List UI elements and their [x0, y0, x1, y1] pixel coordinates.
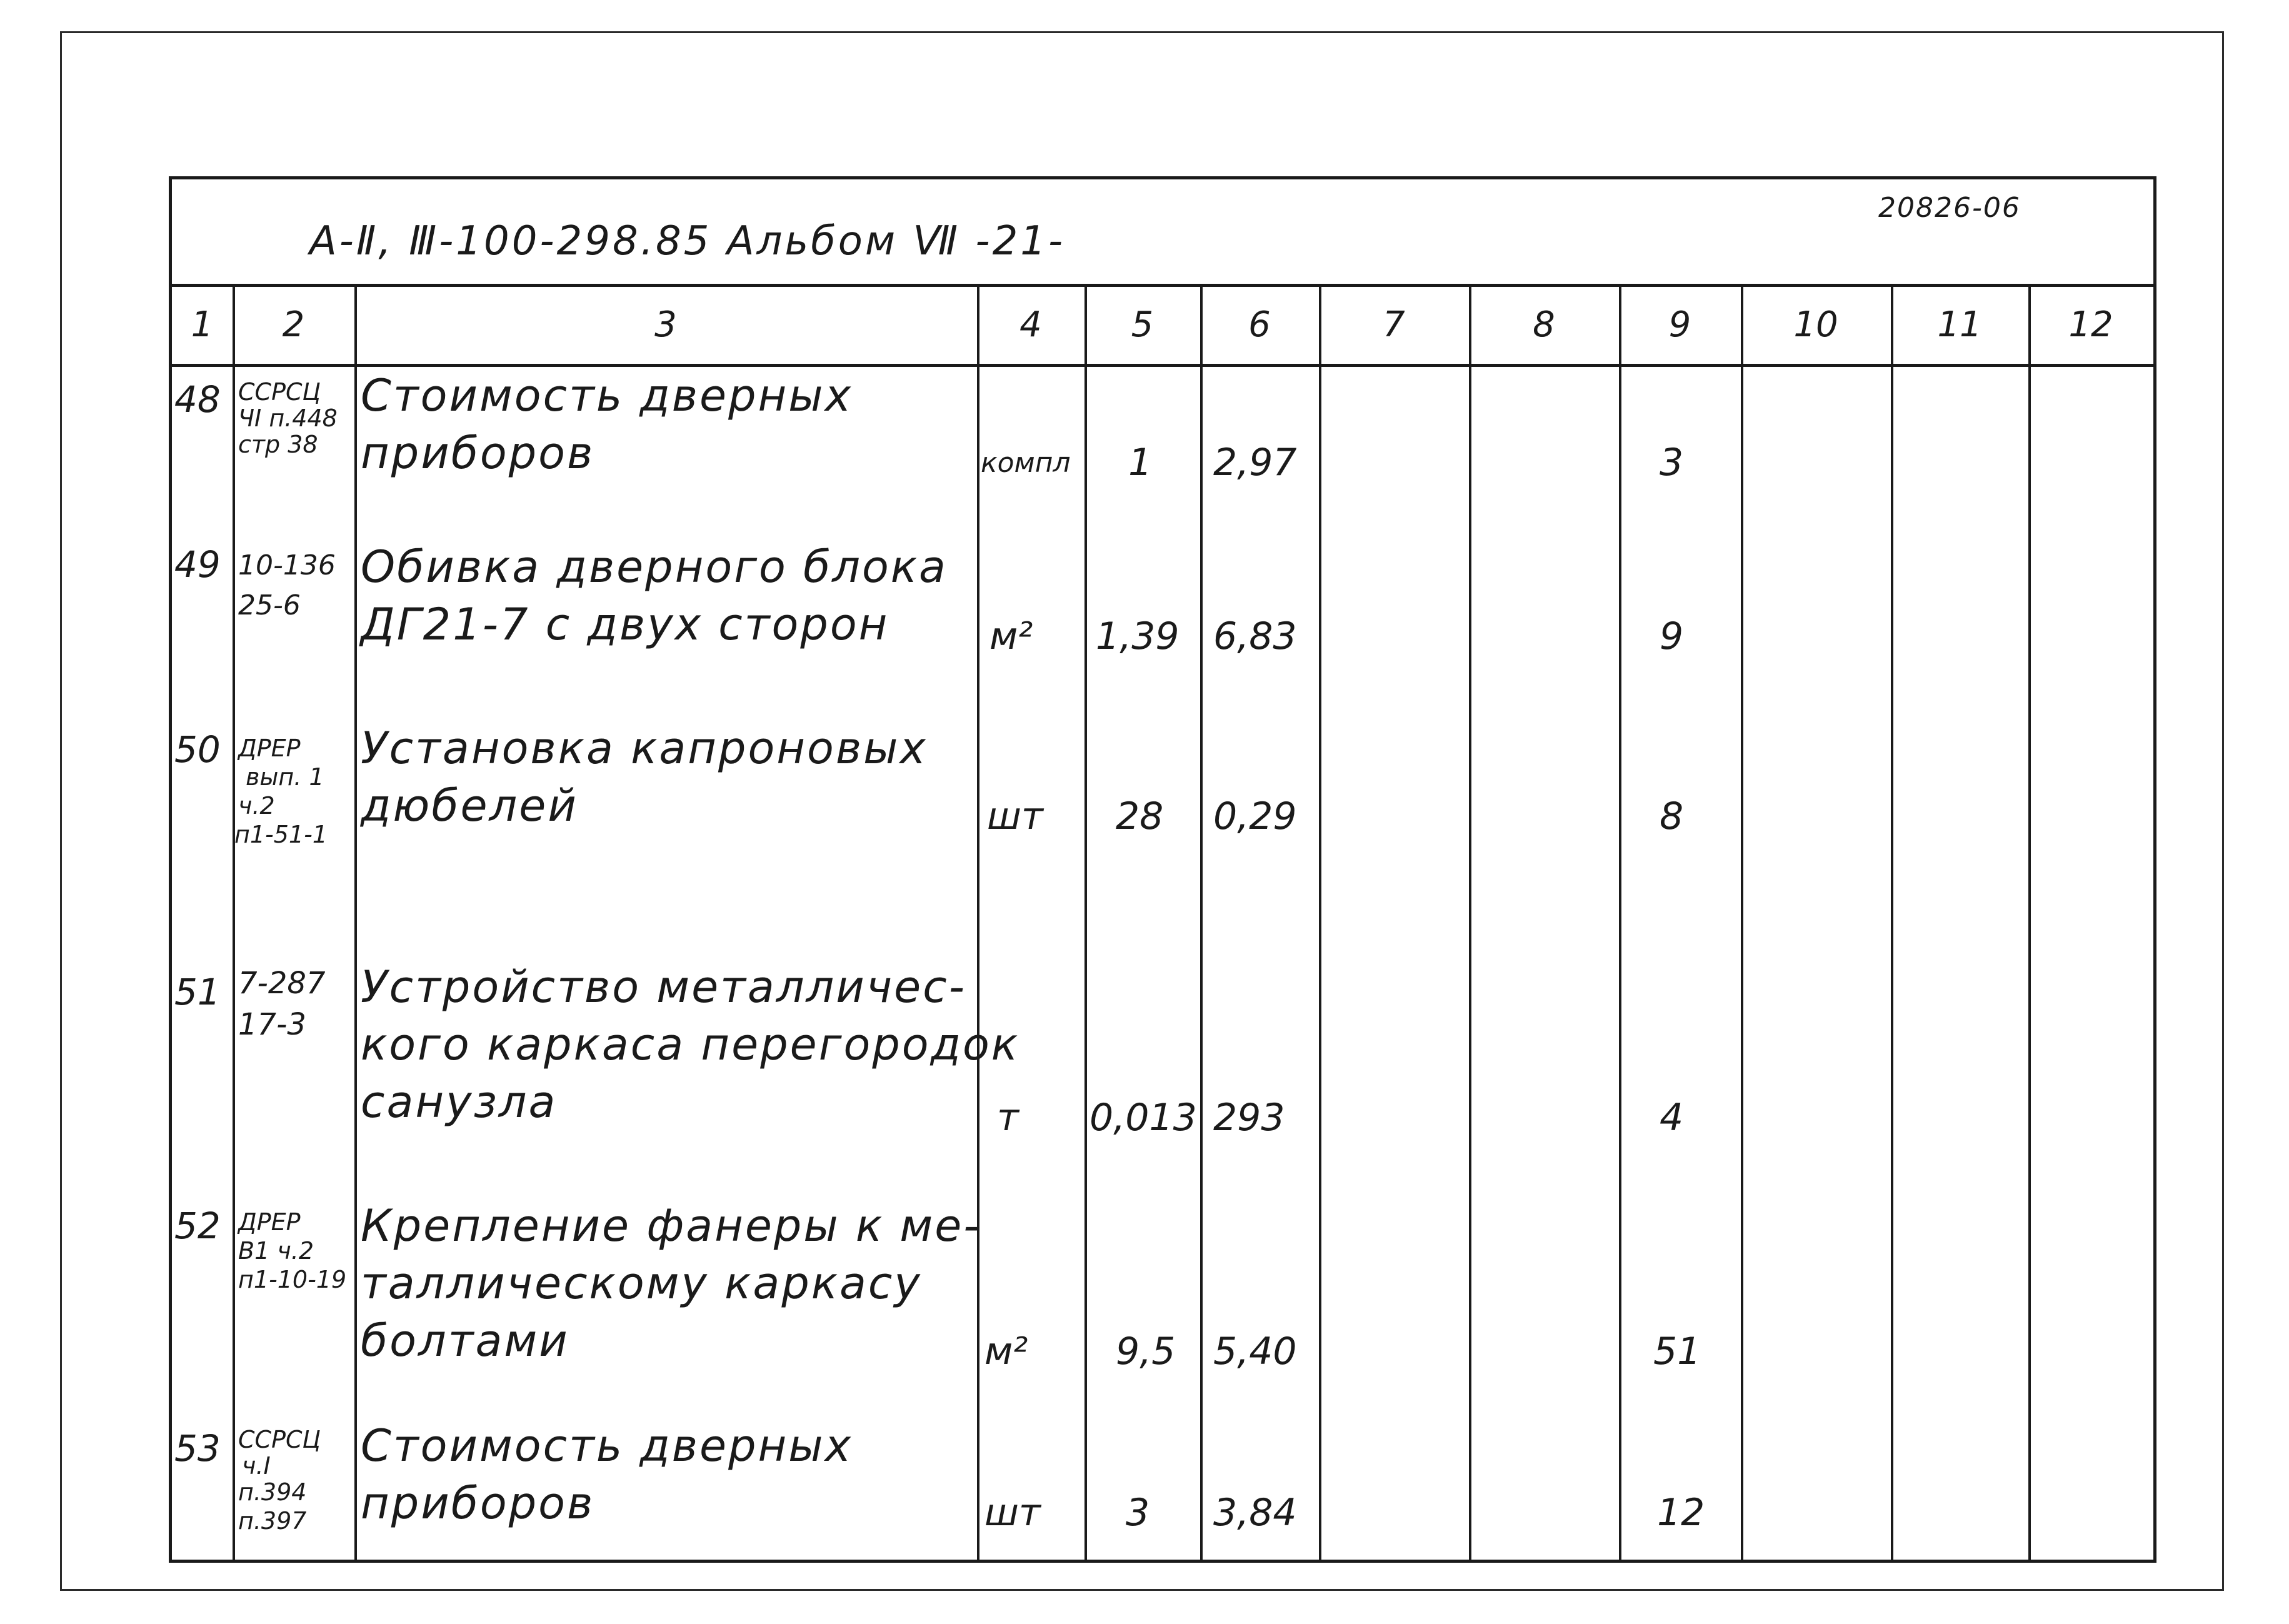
row-number: 50: [174, 728, 221, 771]
row-name-line: таллическому каркасу: [361, 1258, 922, 1309]
row-code-line: п.397: [238, 1507, 307, 1535]
row-code-line: ч.2: [238, 792, 275, 820]
column-divider: [354, 287, 357, 1560]
row-name-line: кого каркаса перегородок: [361, 1019, 1020, 1070]
row-number: 52: [174, 1205, 221, 1247]
row-code-line: ССРСЦ: [238, 378, 321, 406]
row-code-line: ч.І: [242, 1452, 271, 1480]
column-divider: [1200, 287, 1203, 1560]
row-unit: компл: [981, 447, 1071, 479]
row-code-line: 10-136: [238, 549, 336, 581]
row-code-line: ССРСЦ: [238, 1426, 321, 1453]
row-code-line: ДРЕР: [238, 734, 301, 762]
row-name-line: Устройство металличес-: [361, 961, 966, 1013]
column-number-10: 10: [1793, 304, 1838, 345]
column-divider: [1319, 287, 1321, 1560]
column-divider: [1891, 287, 1893, 1560]
column-divider: [977, 287, 979, 1560]
column-divider: [1469, 287, 1471, 1560]
row-number: 51: [174, 971, 221, 1013]
row-name-line: приборов: [361, 1478, 595, 1529]
row-code-line: п.394: [238, 1478, 307, 1506]
column-divider: [1741, 287, 1743, 1560]
column-number-2: 2: [282, 304, 305, 345]
column-number-8: 8: [1533, 304, 1555, 345]
row-unit: т: [997, 1096, 1019, 1140]
row-price: 293: [1213, 1096, 1285, 1140]
column-divider: [2028, 287, 2031, 1560]
row-code-line: стр 38: [238, 431, 318, 458]
row-name-line: приборов: [361, 428, 595, 479]
estimate-table: [169, 176, 2156, 1563]
row-code-line: 17-3: [238, 1007, 306, 1042]
row-quantity: 1,39: [1096, 614, 1180, 658]
row-quantity: 28: [1116, 794, 1164, 838]
row-code-line: вып. 1: [246, 763, 324, 791]
document-code: 20826-06: [1878, 192, 2021, 224]
column-divider: [1619, 287, 1621, 1560]
row-total: 8: [1660, 794, 1684, 838]
row-number: 48: [174, 378, 221, 421]
column-number-9: 9: [1668, 304, 1691, 345]
row-unit: м²: [984, 1330, 1028, 1373]
row-code-line: 25-6: [238, 589, 301, 621]
column-number-4: 4: [1019, 304, 1042, 345]
row-code-line: ЧІ п.448: [238, 404, 338, 432]
row-total: 3: [1660, 441, 1684, 484]
row-quantity: 3: [1126, 1491, 1150, 1535]
row-unit: шт: [984, 1491, 1041, 1535]
row-price: 0,29: [1213, 794, 1297, 838]
row-unit: м²: [989, 614, 1033, 658]
column-number-12: 12: [2068, 304, 2113, 345]
column-number-3: 3: [654, 304, 677, 345]
header-band: [172, 179, 2153, 287]
column-divider: [233, 287, 235, 1560]
column-number-7: 7: [1383, 304, 1405, 345]
row-name-line: Стоимость дверных: [361, 370, 853, 421]
row-unit: шт: [987, 794, 1043, 838]
row-code-line: п1-10-19: [238, 1266, 347, 1293]
column-number-6: 6: [1248, 304, 1271, 345]
row-quantity: 0,013: [1089, 1096, 1197, 1140]
row-code-line: ДРЕР: [238, 1208, 301, 1236]
row-code-line: 7-287: [238, 966, 326, 1001]
row-code-line: п1-51-1: [234, 821, 328, 848]
row-name-line: ДГ21-7 с двух сторон: [361, 599, 889, 650]
document-title: А-Ⅱ, Ⅲ-100-298.85 Альбом Ⅶ -21-: [309, 218, 1066, 264]
row-total: 12: [1657, 1491, 1705, 1535]
row-name-line: Стоимость дверных: [361, 1420, 853, 1471]
row-name-line: дюбелей: [361, 780, 578, 831]
column-number-11: 11: [1937, 304, 1982, 345]
row-quantity: 1: [1128, 441, 1153, 484]
row-price: 5,40: [1213, 1330, 1297, 1373]
row-code-line: В1 ч.2: [238, 1237, 314, 1265]
row-name-line: Крепление фанеры к ме-: [361, 1200, 981, 1251]
row-number: 53: [174, 1427, 221, 1470]
row-name-line: Обивка дверного блока: [361, 541, 948, 593]
row-total: 51: [1653, 1330, 1701, 1373]
row-price: 3,84: [1213, 1491, 1297, 1535]
row-price: 2,97: [1213, 441, 1297, 484]
column-divider: [1084, 287, 1087, 1560]
row-total: 9: [1660, 614, 1684, 658]
row-price: 6,83: [1213, 614, 1297, 658]
column-number-5: 5: [1131, 304, 1154, 345]
column-number-1: 1: [191, 304, 214, 345]
row-total: 4: [1660, 1096, 1684, 1140]
row-name-line: санузла: [361, 1076, 558, 1128]
row-name-line: Установка капроновых: [361, 723, 928, 774]
row-name-line: болтами: [361, 1315, 569, 1366]
row-number: 49: [174, 543, 221, 586]
row-quantity: 9,5: [1116, 1330, 1176, 1373]
